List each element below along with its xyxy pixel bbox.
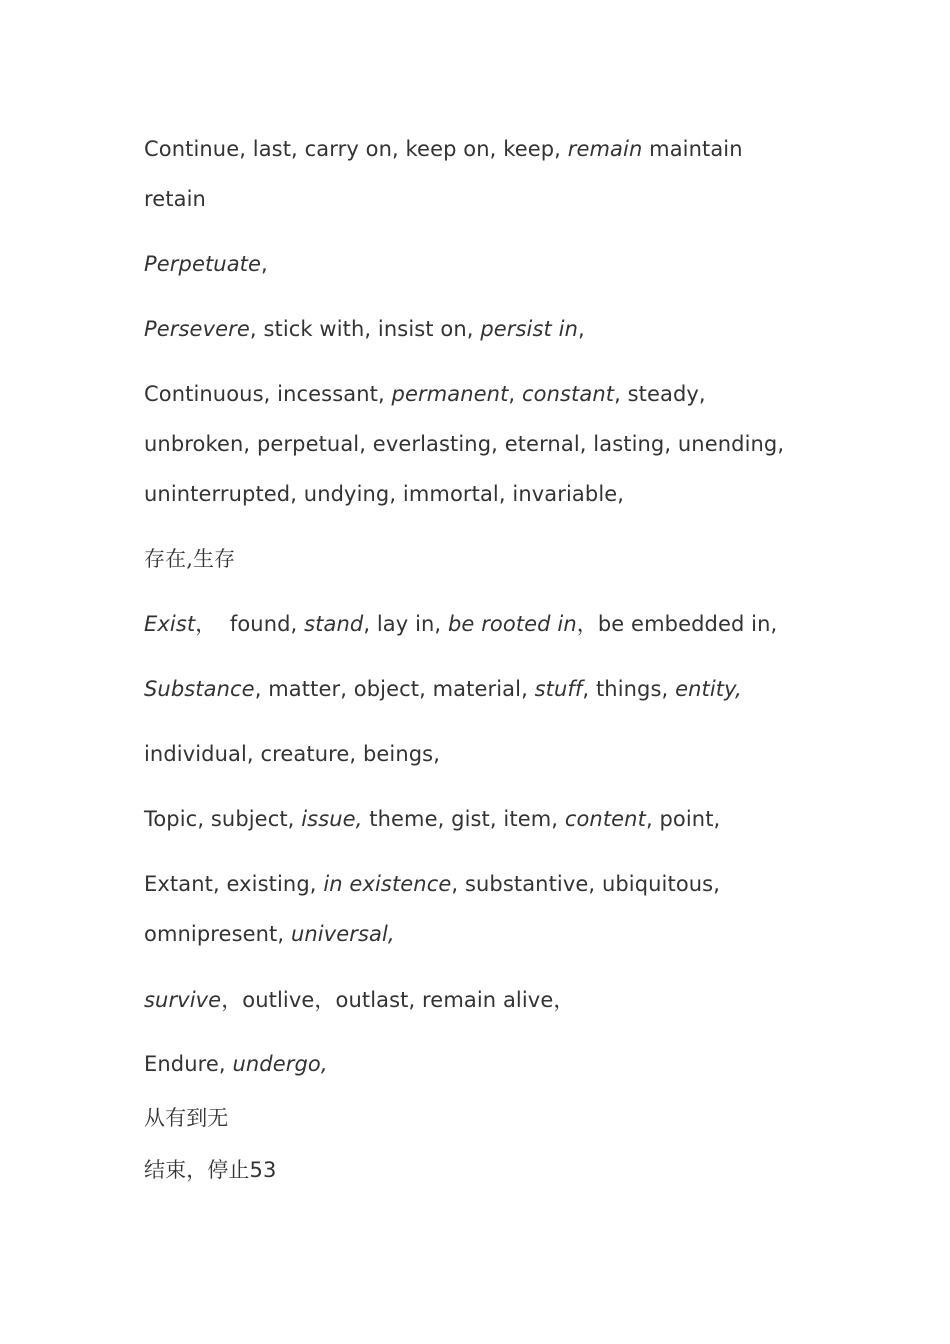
text-run: Continuous, incessant, <box>144 382 392 406</box>
text-line <box>144 806 910 832</box>
text-run: , <box>508 382 522 406</box>
text-run-italic: permanent <box>391 382 509 406</box>
text-run: omnipresent, <box>144 922 291 946</box>
text-run-italic: Exist <box>144 612 196 636</box>
text-line <box>144 136 910 162</box>
text-run-italic: stuff <box>534 677 583 701</box>
text-run: , point, <box>645 807 721 831</box>
text-run: ，be embedded in, <box>576 612 778 636</box>
text-run: unbroken, perpetual, everlasting, eternal, lasting, unending, <box>144 432 785 456</box>
text-line <box>144 987 910 1013</box>
text-run: , things, <box>582 677 676 701</box>
text-run: Extant, existing, <box>144 872 324 896</box>
text-line <box>144 1051 910 1077</box>
text-run-italic: Substance <box>144 677 255 701</box>
text-run-italic: be rooted in <box>447 612 577 636</box>
text-run-italic: survive <box>144 988 222 1012</box>
text-line <box>144 611 910 637</box>
text-run-cjk: 结束，停止 <box>144 1158 250 1182</box>
text-run: , stick with, insist on, <box>249 317 481 341</box>
text-run: Continue, last, carry on, keep on, keep, <box>144 137 568 161</box>
text-run: , <box>261 252 268 276</box>
text-line <box>144 251 910 277</box>
text-line <box>144 921 910 947</box>
text-run-cjk: 从有到无 <box>144 1106 229 1130</box>
section-heading <box>144 1157 910 1183</box>
text-line <box>144 481 910 507</box>
text-run-italic: issue, <box>301 807 363 831</box>
text-run: Topic, subject, <box>144 807 302 831</box>
text-run-italic: Persevere <box>144 317 250 341</box>
text-line <box>144 316 910 342</box>
text-run: , lay in, <box>363 612 448 636</box>
text-run: maintain <box>642 137 743 161</box>
text-line <box>144 381 910 407</box>
text-run: , <box>577 317 585 341</box>
text-run-italic: constant <box>521 382 615 406</box>
text-run: individual, creature, beings, <box>144 742 440 766</box>
text-line <box>144 431 910 457</box>
page-number: 53 <box>249 1158 277 1182</box>
text-run: , matter, object, material, <box>254 677 535 701</box>
text-run: theme, gist, item, <box>362 807 565 831</box>
text-run-cjk: 存在,生存 <box>144 547 236 571</box>
text-run: , substantive, ubiquitous, <box>451 872 720 896</box>
text-run: ，outlive，outlast, remain alive， <box>221 988 575 1012</box>
text-run: uninterrupted, undying, immortal, invariable, <box>144 482 625 506</box>
text-run-italic: Perpetuate <box>144 252 262 276</box>
text-run-italic: undergo, <box>232 1052 328 1076</box>
text-run-italic: in existence <box>323 872 452 896</box>
text-run-italic: persist in <box>480 317 578 341</box>
section-heading <box>144 1105 910 1131</box>
text-run: , steady, <box>614 382 706 406</box>
text-run-italic: stand <box>304 612 364 636</box>
text-line <box>144 741 910 767</box>
text-line <box>144 186 910 212</box>
text-run: Endure, <box>144 1052 233 1076</box>
text-line <box>144 871 910 897</box>
text-run-italic: universal, <box>290 922 395 946</box>
text-run: retain <box>144 187 206 211</box>
section-heading <box>144 546 910 572</box>
text-run-italic: entity, <box>675 677 742 701</box>
text-run-italic: remain <box>567 137 643 161</box>
text-run: ， found, <box>195 612 305 636</box>
text-line <box>144 676 910 702</box>
text-run-italic: content <box>564 807 646 831</box>
